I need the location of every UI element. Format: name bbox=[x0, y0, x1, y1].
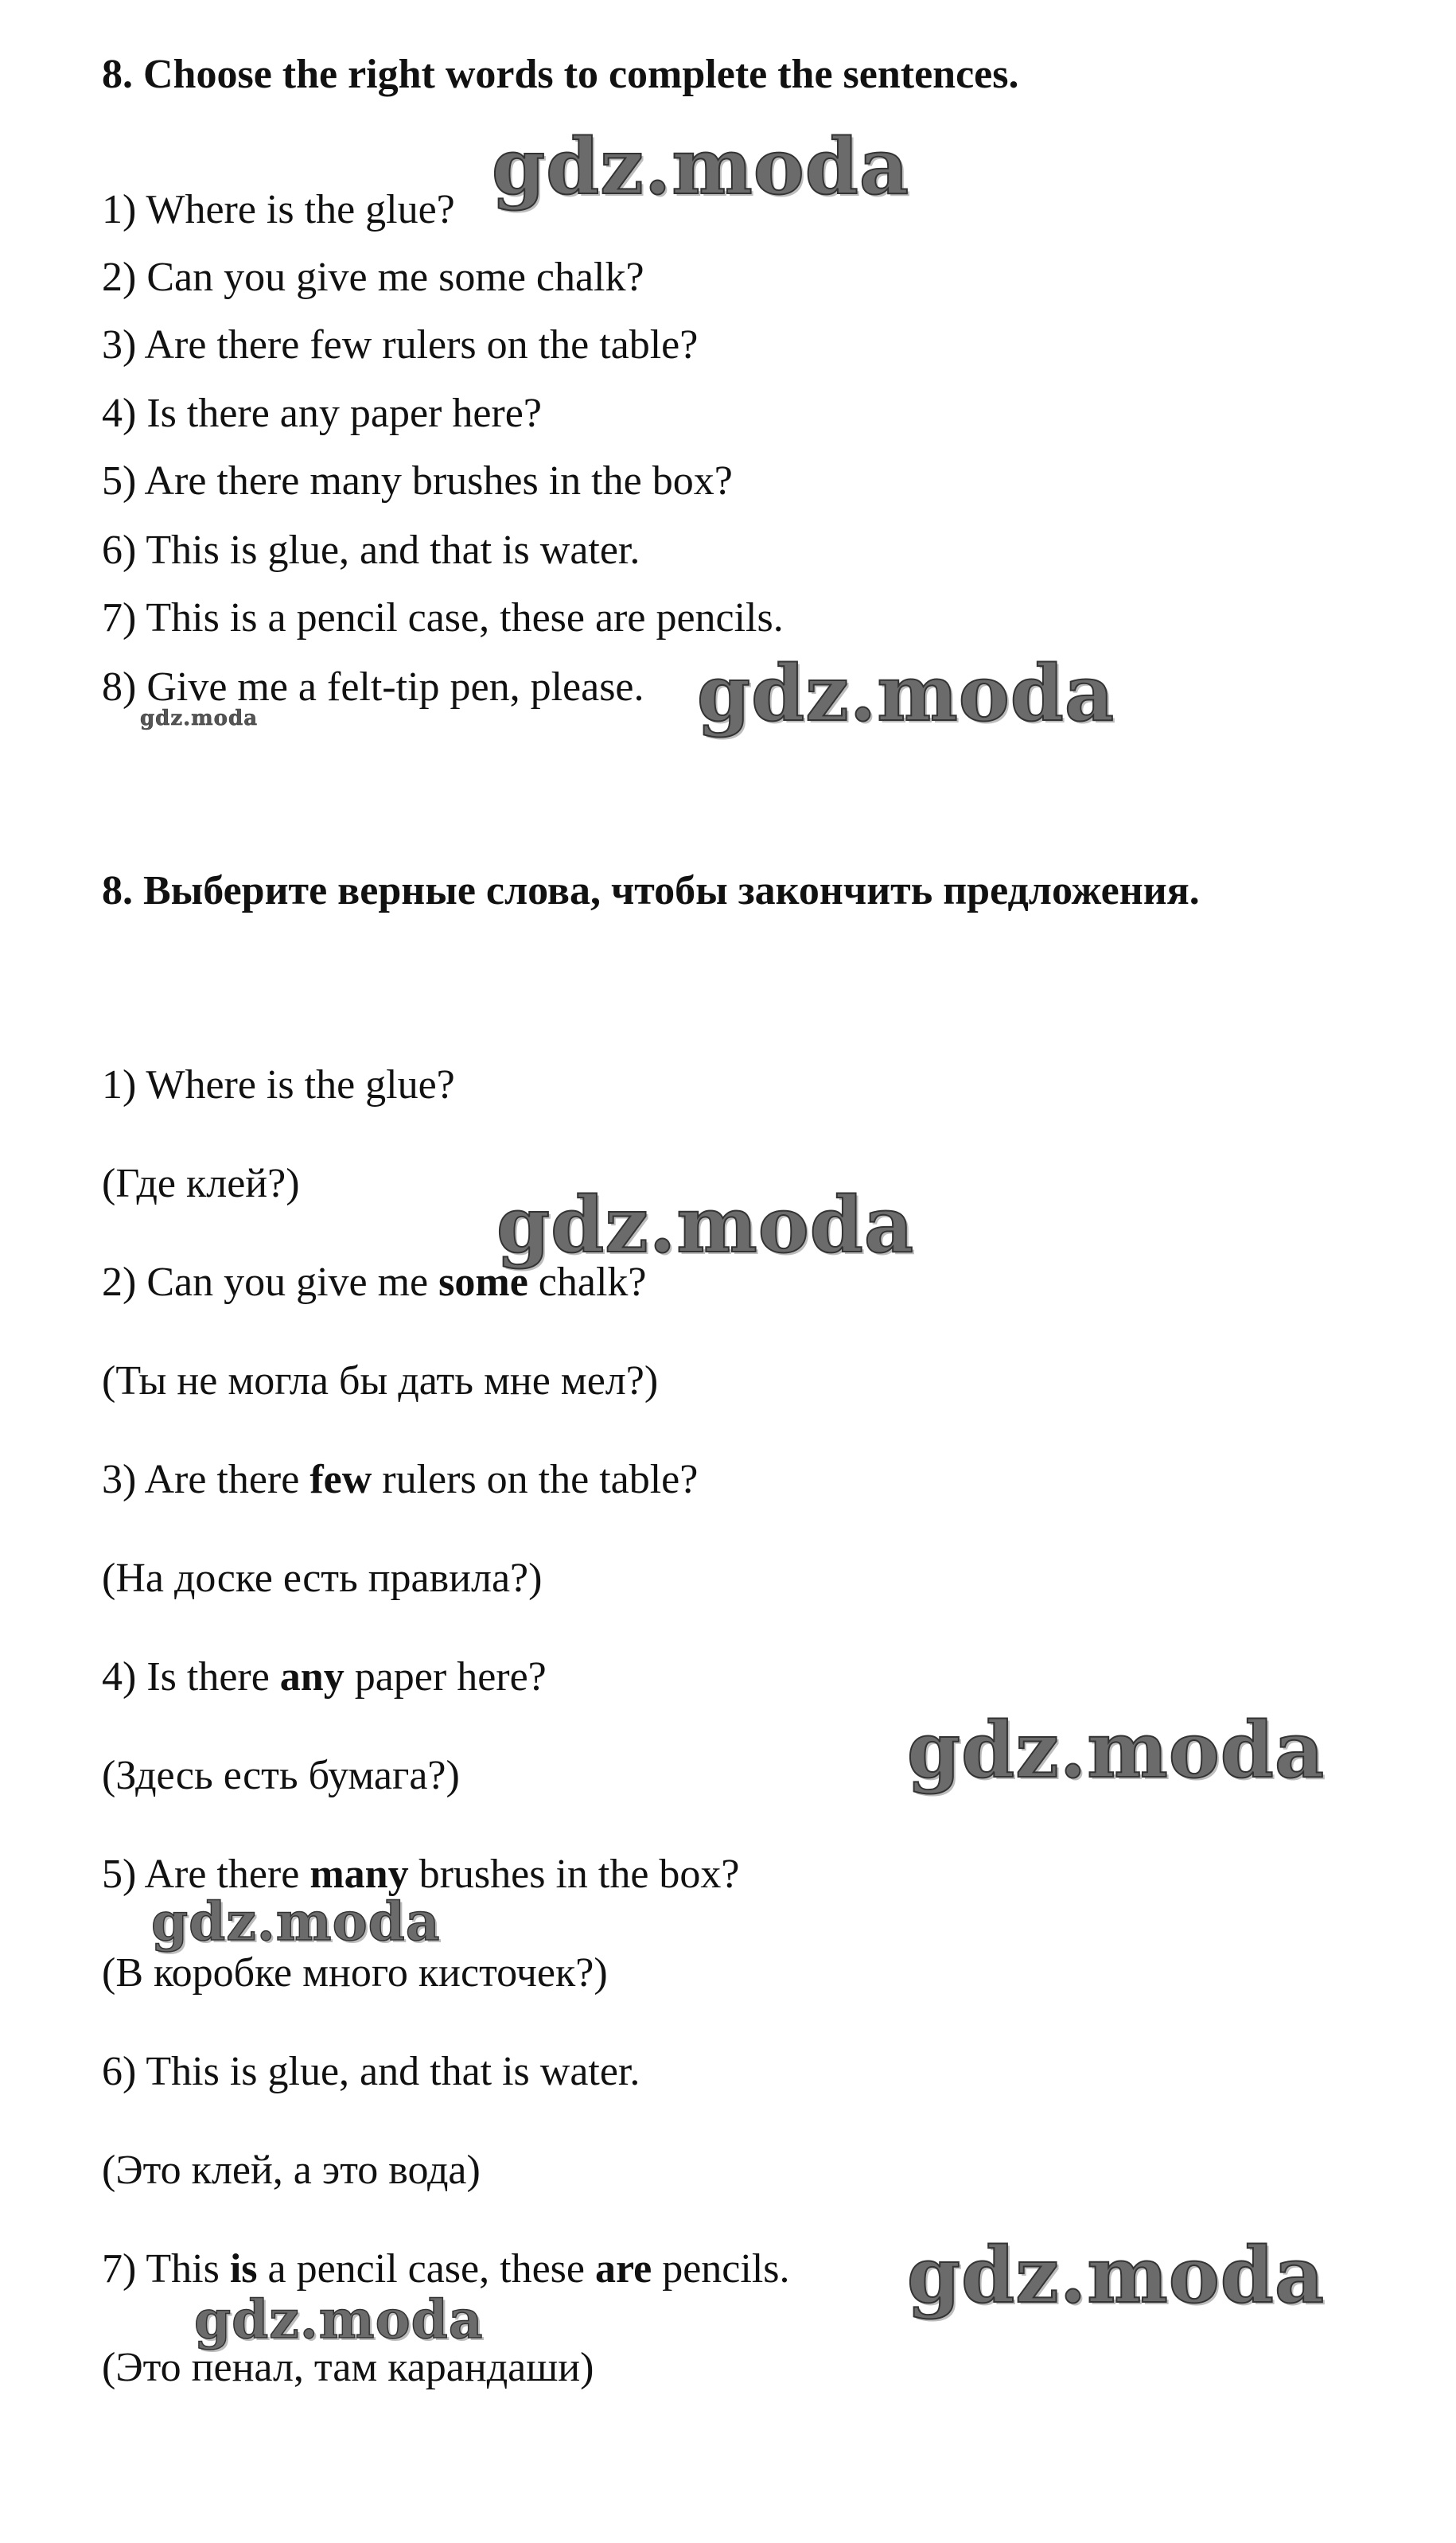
answer-translation-1: (Где клей?) bbox=[102, 1161, 300, 1206]
answer-text: 7) This bbox=[102, 2246, 230, 2292]
watermark: gdz.moda bbox=[907, 1705, 1326, 1795]
answer-translation-7: (Это пенал, там карандаши) bbox=[102, 2345, 594, 2390]
sentence-1: 1) Where is the glue? bbox=[102, 187, 455, 232]
answer-text: chalk? bbox=[528, 1260, 647, 1305]
answer-text: 4) Is there bbox=[102, 1654, 280, 1700]
sentence-3: 3) Are there few rulers on the table? bbox=[102, 322, 699, 368]
sentence-4: 4) Is there any paper here? bbox=[102, 391, 542, 436]
answer-translation-6: (Это клей, а это вода) bbox=[102, 2148, 481, 2193]
watermark: gdz.moda bbox=[907, 2230, 1326, 2320]
answer-text: 6) This is glue, and that is water. bbox=[102, 2049, 640, 2094]
answer-keyword: is bbox=[229, 2246, 258, 2292]
sentence-2: 2) Can you give me some chalk? bbox=[102, 255, 644, 300]
watermark: gdz.moda bbox=[697, 648, 1115, 738]
answer-item-3 bbox=[102, 1455, 698, 1505]
answer-translation-4: (Здесь есть бумага?) bbox=[102, 1753, 460, 1798]
answer-keyword: are bbox=[594, 2246, 652, 2292]
sentence-7: 7) This is a pencil case, these are pencils. bbox=[102, 595, 784, 641]
answer-text: brushes in the box? bbox=[408, 1852, 740, 1897]
answer-item-4 bbox=[102, 1652, 547, 1703]
sentence-8: 8) Give me a felt-tip pen, please. bbox=[102, 664, 644, 710]
answer-text: 5) Are there bbox=[102, 1852, 310, 1897]
answer-keyword: any bbox=[279, 1654, 345, 1700]
answer-text: 3) Are there bbox=[102, 1457, 310, 1502]
answer-keyword: few bbox=[309, 1457, 372, 1502]
answer-translation-2: (Ты не могла бы дать мне мел?) bbox=[102, 1358, 659, 1404]
answer-item-6 bbox=[102, 2046, 640, 2097]
answer-keyword: some bbox=[438, 1260, 528, 1305]
answer-keyword: many bbox=[309, 1852, 409, 1897]
sentence-6: 6) This is glue, and that is water. bbox=[102, 528, 640, 573]
answer-translation-5: (В коробке много кисточек?) bbox=[102, 1950, 608, 1996]
answer-item-7 bbox=[102, 2244, 790, 2295]
answer-translation-3: (На доске есть правила?) bbox=[102, 1556, 543, 1601]
answer-text: paper here? bbox=[344, 1654, 547, 1700]
answer-text: 2) Can you give me bbox=[102, 1260, 439, 1305]
watermark: gdz.moda bbox=[496, 1180, 915, 1270]
watermark: gdz.moda bbox=[492, 122, 910, 212]
watermark: gdz.moda bbox=[151, 1891, 441, 1953]
answer-text: pencils. bbox=[652, 2246, 790, 2292]
sentence-5: 5) Are there many brushes in the box? bbox=[102, 458, 733, 504]
watermark: gdz.moda bbox=[140, 707, 259, 730]
answer-text: a pencil case, these bbox=[257, 2246, 595, 2292]
answer-text: rulers on the table? bbox=[372, 1457, 699, 1502]
exercise-heading: 8. Choose the right words to complete the sentences. bbox=[102, 52, 1019, 97]
answer-item-1 bbox=[102, 1060, 455, 1111]
answer-heading: 8. Выберите верные слова, чтобы закончить предложения. bbox=[102, 868, 1200, 913]
answer-text: 1) Where is the glue? bbox=[102, 1062, 455, 1108]
watermark: gdz.moda bbox=[194, 2288, 484, 2350]
